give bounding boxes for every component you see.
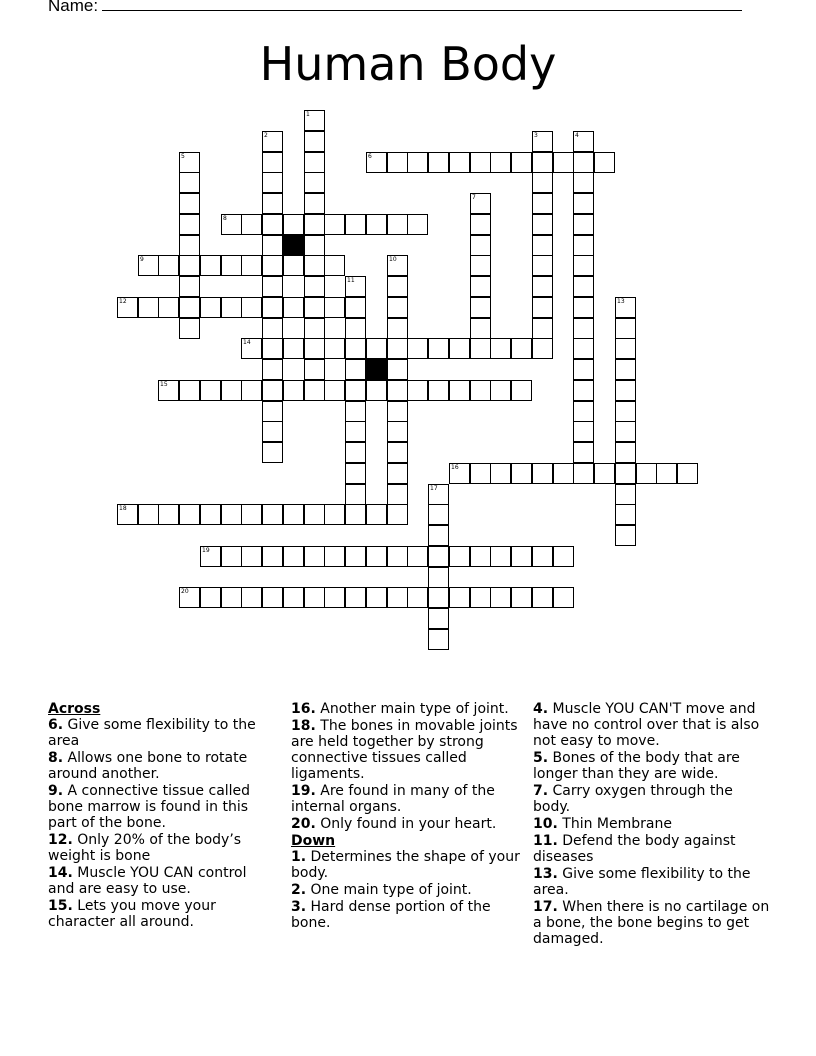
grid-cell[interactable]	[366, 504, 387, 525]
grid-cell[interactable]	[387, 214, 408, 235]
grid-cell[interactable]	[511, 546, 532, 567]
grid-cell[interactable]	[532, 297, 553, 318]
grid-cell[interactable]	[138, 255, 159, 276]
grid-cell[interactable]	[345, 359, 366, 380]
grid-cell[interactable]	[366, 380, 387, 401]
grid-cell[interactable]	[324, 214, 345, 235]
clue-across: 16. Another main type of joint.	[291, 701, 509, 717]
grid-cell[interactable]	[615, 359, 636, 380]
grid-cell[interactable]	[615, 442, 636, 463]
clue-across: 19. Are found in many of the internal organs.	[291, 783, 495, 815]
grid-cell[interactable]	[636, 463, 657, 484]
grid-cell[interactable]	[241, 504, 262, 525]
grid-cell[interactable]	[262, 504, 283, 525]
grid-cell[interactable]	[345, 463, 366, 484]
grid-cell[interactable]	[573, 172, 594, 193]
across-heading: Across	[48, 701, 101, 717]
grid-cell[interactable]	[179, 255, 200, 276]
grid-cell[interactable]	[387, 442, 408, 463]
grid-cell[interactable]	[553, 463, 574, 484]
clue-number: 14	[243, 339, 251, 346]
grid-cell[interactable]	[387, 504, 408, 525]
grid-cell[interactable]	[449, 463, 470, 484]
grid-cell[interactable]	[283, 297, 304, 318]
grid-cell[interactable]	[532, 463, 553, 484]
grid-cell[interactable]	[283, 214, 304, 235]
grid-cell[interactable]	[138, 297, 159, 318]
grid-cell[interactable]	[366, 214, 387, 235]
grid-cell[interactable]	[407, 587, 428, 608]
grid-cell[interactable]	[615, 463, 636, 484]
grid-cell[interactable]	[304, 546, 325, 567]
clue-number: 6	[368, 153, 372, 160]
grid-cell[interactable]	[387, 421, 408, 442]
clue-number: 7	[472, 194, 476, 201]
grid-cell[interactable]	[304, 338, 325, 359]
grid-cell[interactable]	[179, 504, 200, 525]
grid-cell[interactable]	[573, 255, 594, 276]
grid-cell[interactable]	[304, 276, 325, 297]
clue-down: 3. Hard dense portion of the bone.	[291, 899, 491, 931]
grid-cell[interactable]	[553, 546, 574, 567]
grid-cell[interactable]	[428, 525, 449, 546]
grid-cell[interactable]	[179, 587, 200, 608]
clue-number: 9	[140, 256, 144, 263]
grid-cell[interactable]	[470, 152, 491, 173]
grid-cell[interactable]	[366, 587, 387, 608]
grid-cell[interactable]	[428, 380, 449, 401]
clue-across: 8. Allows one bone to rotate around another.	[48, 750, 248, 782]
clue-number: 17	[430, 485, 438, 492]
grid-cell[interactable]	[283, 546, 304, 567]
grid-cell[interactable]	[345, 421, 366, 442]
grid-cell[interactable]	[366, 338, 387, 359]
grid-cell[interactable]	[179, 297, 200, 318]
grid-cell[interactable]	[241, 338, 262, 359]
grid-cell[interactable]	[345, 214, 366, 235]
grid-cell[interactable]	[387, 276, 408, 297]
grid-cell[interactable]	[449, 152, 470, 173]
grid-cell[interactable]	[470, 255, 491, 276]
grid-cell[interactable]	[366, 152, 387, 173]
grid-cell[interactable]	[241, 255, 262, 276]
grid-cell[interactable]	[304, 318, 325, 339]
grid-cell[interactable]	[470, 193, 491, 214]
grid-cell[interactable]	[345, 484, 366, 505]
grid-cell[interactable]	[304, 587, 325, 608]
grid-cell[interactable]	[490, 152, 511, 173]
clue-across: 6. Give some flexibility to the area	[48, 717, 256, 749]
grid-cell[interactable]	[221, 587, 242, 608]
grid-cell[interactable]	[511, 380, 532, 401]
grid-cell[interactable]	[262, 587, 283, 608]
grid-cell[interactable]	[304, 504, 325, 525]
grid-cell[interactable]	[221, 255, 242, 276]
grid-cell[interactable]	[553, 587, 574, 608]
grid-cell[interactable]	[387, 338, 408, 359]
grid-cell[interactable]	[262, 421, 283, 442]
grid-cell[interactable]	[179, 276, 200, 297]
grid-cell[interactable]	[283, 587, 304, 608]
grid-cell[interactable]	[324, 297, 345, 318]
grid-cell[interactable]	[262, 193, 283, 214]
grid-cell[interactable]	[262, 255, 283, 276]
grid-cell[interactable]	[532, 587, 553, 608]
grid-cell[interactable]	[470, 380, 491, 401]
grid-cell[interactable]	[428, 152, 449, 173]
grid-cell[interactable]	[304, 380, 325, 401]
grid-cell[interactable]	[573, 214, 594, 235]
grid-cell[interactable]	[615, 421, 636, 442]
grid-cell[interactable]	[573, 193, 594, 214]
grid-cell[interactable]	[428, 338, 449, 359]
grid-cell[interactable]	[449, 587, 470, 608]
grid-cell[interactable]	[345, 587, 366, 608]
grid-cell[interactable]	[573, 359, 594, 380]
clue-number: 10	[389, 256, 397, 263]
clue-across: 9. A connective tissue called bone marrow is found in this part of the bone.	[48, 783, 251, 831]
clue-down: 4. Muscle YOU CAN'T move and have no control over that is also not easy to move.	[533, 701, 760, 749]
grid-cell[interactable]	[573, 297, 594, 318]
grid-cell[interactable]	[615, 525, 636, 546]
clue-number: 2	[264, 132, 268, 139]
grid-cell[interactable]	[387, 255, 408, 276]
grid-cell[interactable]	[387, 463, 408, 484]
grid-cell[interactable]	[387, 152, 408, 173]
grid-cell[interactable]	[387, 297, 408, 318]
grid-cell[interactable]	[428, 504, 449, 525]
clue-down: 17. When there is no cartilage on a bone, the bone begins to get damaged.	[533, 899, 770, 947]
grid-cell[interactable]	[532, 255, 553, 276]
grid-cell[interactable]	[387, 401, 408, 422]
grid-cell[interactable]	[573, 338, 594, 359]
grid-cell[interactable]	[490, 463, 511, 484]
grid-cell[interactable]	[532, 546, 553, 567]
grid-cell[interactable]	[470, 587, 491, 608]
clue-number: 13	[617, 298, 625, 305]
grid-cell[interactable]	[117, 504, 138, 525]
grid-cell[interactable]	[200, 380, 221, 401]
grid-block	[283, 235, 304, 256]
grid-cell[interactable]	[532, 172, 553, 193]
grid-cell[interactable]	[594, 463, 615, 484]
grid-cell[interactable]	[158, 255, 179, 276]
clue-number: 18	[119, 505, 127, 512]
down-heading: Down	[291, 833, 336, 849]
clue-number: 1	[306, 111, 310, 118]
grid-cell[interactable]	[345, 504, 366, 525]
grid-cell[interactable]	[511, 152, 532, 173]
grid-cell[interactable]	[387, 359, 408, 380]
clue-column-1	[48, 701, 270, 931]
grid-cell[interactable]	[262, 401, 283, 422]
grid-cell[interactable]	[428, 484, 449, 505]
grid-cell[interactable]	[573, 318, 594, 339]
grid-cell[interactable]	[428, 629, 449, 650]
grid-cell[interactable]	[615, 338, 636, 359]
grid-cell[interactable]	[490, 380, 511, 401]
grid-cell[interactable]	[262, 214, 283, 235]
grid-cell[interactable]	[573, 401, 594, 422]
grid-cell[interactable]	[470, 463, 491, 484]
grid-cell[interactable]	[200, 504, 221, 525]
grid-cell[interactable]	[241, 546, 262, 567]
grid-cell[interactable]	[532, 214, 553, 235]
grid-cell[interactable]	[179, 380, 200, 401]
grid-cell[interactable]	[179, 193, 200, 214]
grid-cell[interactable]	[345, 380, 366, 401]
grid-cell[interactable]	[553, 152, 574, 173]
grid-cell[interactable]	[283, 338, 304, 359]
grid-cell[interactable]	[532, 276, 553, 297]
grid-cell[interactable]	[470, 546, 491, 567]
clue-down: 1. Determines the shape of your body.	[291, 849, 520, 881]
grid-cell[interactable]	[262, 359, 283, 380]
grid-cell[interactable]	[573, 276, 594, 297]
grid-cell[interactable]	[428, 608, 449, 629]
grid-cell[interactable]	[532, 193, 553, 214]
grid-cell[interactable]	[449, 338, 470, 359]
grid-cell[interactable]	[511, 587, 532, 608]
grid-cell[interactable]	[179, 235, 200, 256]
grid-cell[interactable]	[241, 380, 262, 401]
grid-cell[interactable]	[304, 131, 325, 152]
grid-cell[interactable]	[532, 235, 553, 256]
grid-cell[interactable]	[470, 338, 491, 359]
grid-cell[interactable]	[407, 152, 428, 173]
grid-cell[interactable]	[573, 380, 594, 401]
grid-cell[interactable]	[262, 235, 283, 256]
grid-cell[interactable]	[345, 276, 366, 297]
grid-cell[interactable]	[262, 318, 283, 339]
grid-cell[interactable]	[615, 401, 636, 422]
grid-cell[interactable]	[179, 214, 200, 235]
grid-cell[interactable]	[158, 297, 179, 318]
grid-cell[interactable]	[573, 421, 594, 442]
grid-cell[interactable]	[241, 297, 262, 318]
grid-cell[interactable]	[387, 546, 408, 567]
clue-number: 15	[160, 381, 168, 388]
grid-cell[interactable]	[428, 546, 449, 567]
clue-number: 4	[575, 132, 579, 139]
grid-cell[interactable]	[324, 546, 345, 567]
grid-cell[interactable]	[615, 484, 636, 505]
clue-down: 5. Bones of the body that are longer than they are wide.	[533, 750, 740, 782]
grid-cell[interactable]	[573, 152, 594, 173]
clue-down: 10. Thin Membrane	[533, 816, 672, 832]
grid-cell[interactable]	[470, 276, 491, 297]
clue-across: 12. Only 20% of the body’s weight is bone	[48, 832, 242, 864]
clue-number: 16	[451, 464, 459, 471]
grid-cell[interactable]	[470, 297, 491, 318]
clue-number: 3	[534, 132, 538, 139]
clue-number: 12	[119, 298, 127, 305]
grid-cell[interactable]	[221, 297, 242, 318]
page-title: Human Body	[259, 37, 557, 91]
grid-cell[interactable]	[221, 504, 242, 525]
grid-cell[interactable]	[677, 463, 698, 484]
grid-cell[interactable]	[407, 546, 428, 567]
grid-cell[interactable]	[179, 152, 200, 173]
grid-cell[interactable]	[532, 131, 553, 152]
grid-cell[interactable]	[200, 587, 221, 608]
grid-cell[interactable]	[304, 297, 325, 318]
grid-cell[interactable]	[324, 504, 345, 525]
grid-cell[interactable]	[615, 318, 636, 339]
grid-cell[interactable]	[200, 297, 221, 318]
grid-cell[interactable]	[594, 152, 615, 173]
grid-cell[interactable]	[345, 338, 366, 359]
grid-cell[interactable]	[262, 442, 283, 463]
grid-cell[interactable]	[200, 255, 221, 276]
clue-number: 11	[347, 277, 355, 284]
grid-cell[interactable]	[262, 338, 283, 359]
grid-cell[interactable]	[262, 380, 283, 401]
grid-cell[interactable]	[573, 235, 594, 256]
grid-cell[interactable]	[283, 380, 304, 401]
grid-cell[interactable]	[158, 504, 179, 525]
grid-cell[interactable]	[304, 235, 325, 256]
clue-column-3	[533, 701, 773, 948]
grid-cell[interactable]	[179, 172, 200, 193]
grid-cell[interactable]	[345, 442, 366, 463]
grid-cell[interactable]	[532, 318, 553, 339]
grid-cell[interactable]	[304, 172, 325, 193]
grid-cell[interactable]	[470, 235, 491, 256]
grid-cell[interactable]	[241, 214, 262, 235]
grid-cell[interactable]	[324, 338, 345, 359]
name-label: Name:	[48, 0, 99, 15]
clue-down: 13. Give some flexibility to the area.	[533, 866, 751, 898]
grid-cell[interactable]	[304, 359, 325, 380]
grid-cell[interactable]	[262, 546, 283, 567]
clue-down: 2. One main type of joint.	[291, 882, 472, 898]
grid-cell[interactable]	[304, 110, 325, 131]
grid-cell[interactable]	[262, 276, 283, 297]
grid-cell[interactable]	[221, 214, 242, 235]
grid-cell[interactable]	[200, 546, 221, 567]
grid-cell[interactable]	[324, 587, 345, 608]
clue-number: 19	[202, 547, 210, 554]
grid-cell[interactable]	[262, 152, 283, 173]
grid-cell[interactable]	[158, 380, 179, 401]
grid-cell[interactable]	[387, 484, 408, 505]
clue-down: 7. Carry oxygen through the body.	[533, 783, 733, 815]
grid-cell[interactable]	[615, 504, 636, 525]
grid-cell[interactable]	[490, 587, 511, 608]
grid-cell[interactable]	[221, 546, 242, 567]
grid-cell[interactable]	[345, 297, 366, 318]
grid-cell[interactable]	[428, 567, 449, 588]
clue-across: 15. Lets you move your character all around.	[48, 898, 216, 930]
grid-cell[interactable]	[532, 338, 553, 359]
clue-number: 5	[181, 153, 185, 160]
grid-cell[interactable]	[511, 338, 532, 359]
clue-across: 14. Muscle YOU CAN control and are easy to use.	[48, 865, 247, 897]
grid-cell[interactable]	[490, 546, 511, 567]
grid-cell[interactable]	[615, 380, 636, 401]
clue-across: 20. Only found in your heart.	[291, 816, 497, 832]
grid-cell[interactable]	[407, 338, 428, 359]
grid-cell[interactable]	[387, 380, 408, 401]
grid-cell[interactable]	[262, 297, 283, 318]
grid-cell[interactable]	[656, 463, 677, 484]
grid-cell[interactable]	[428, 587, 449, 608]
grid-cell[interactable]	[304, 255, 325, 276]
grid-cell[interactable]	[387, 318, 408, 339]
clue-column-2	[291, 701, 527, 932]
grid-cell[interactable]	[449, 546, 470, 567]
grid-cell[interactable]	[283, 255, 304, 276]
grid-cell[interactable]	[345, 318, 366, 339]
grid-cell[interactable]	[262, 131, 283, 152]
grid-cell[interactable]	[532, 152, 553, 173]
grid-cell[interactable]	[304, 214, 325, 235]
grid-cell[interactable]	[241, 587, 262, 608]
grid-cell[interactable]	[117, 297, 138, 318]
grid-cell[interactable]	[573, 442, 594, 463]
grid-cell[interactable]	[221, 380, 242, 401]
grid-cell[interactable]	[573, 463, 594, 484]
grid-cell[interactable]	[511, 463, 532, 484]
clue-number: 8	[223, 215, 227, 222]
grid-cell[interactable]	[345, 546, 366, 567]
grid-cell[interactable]	[470, 214, 491, 235]
grid-cell[interactable]	[345, 401, 366, 422]
clue-across: 18. The bones in movable joints are held together by strong connective tissues called ligaments.	[291, 718, 518, 782]
grid-cell[interactable]	[470, 318, 491, 339]
grid-cell[interactable]	[407, 380, 428, 401]
grid-cell[interactable]	[615, 297, 636, 318]
clue-number: 20	[181, 588, 189, 595]
grid-cell[interactable]	[490, 338, 511, 359]
grid-cell[interactable]	[387, 587, 408, 608]
grid-cell[interactable]	[262, 172, 283, 193]
clue-down: 11. Defend the body against diseases	[533, 833, 736, 865]
grid-cell[interactable]	[304, 193, 325, 214]
grid-cell[interactable]	[573, 131, 594, 152]
grid-block	[366, 359, 387, 380]
grid-cell[interactable]	[138, 504, 159, 525]
grid-cell[interactable]	[324, 255, 345, 276]
grid-cell[interactable]	[304, 152, 325, 173]
grid-cell[interactable]	[407, 214, 428, 235]
grid-cell[interactable]	[324, 380, 345, 401]
grid-cell[interactable]	[179, 318, 200, 339]
grid-cell[interactable]	[449, 380, 470, 401]
grid-cell[interactable]	[283, 504, 304, 525]
grid-cell[interactable]	[366, 546, 387, 567]
